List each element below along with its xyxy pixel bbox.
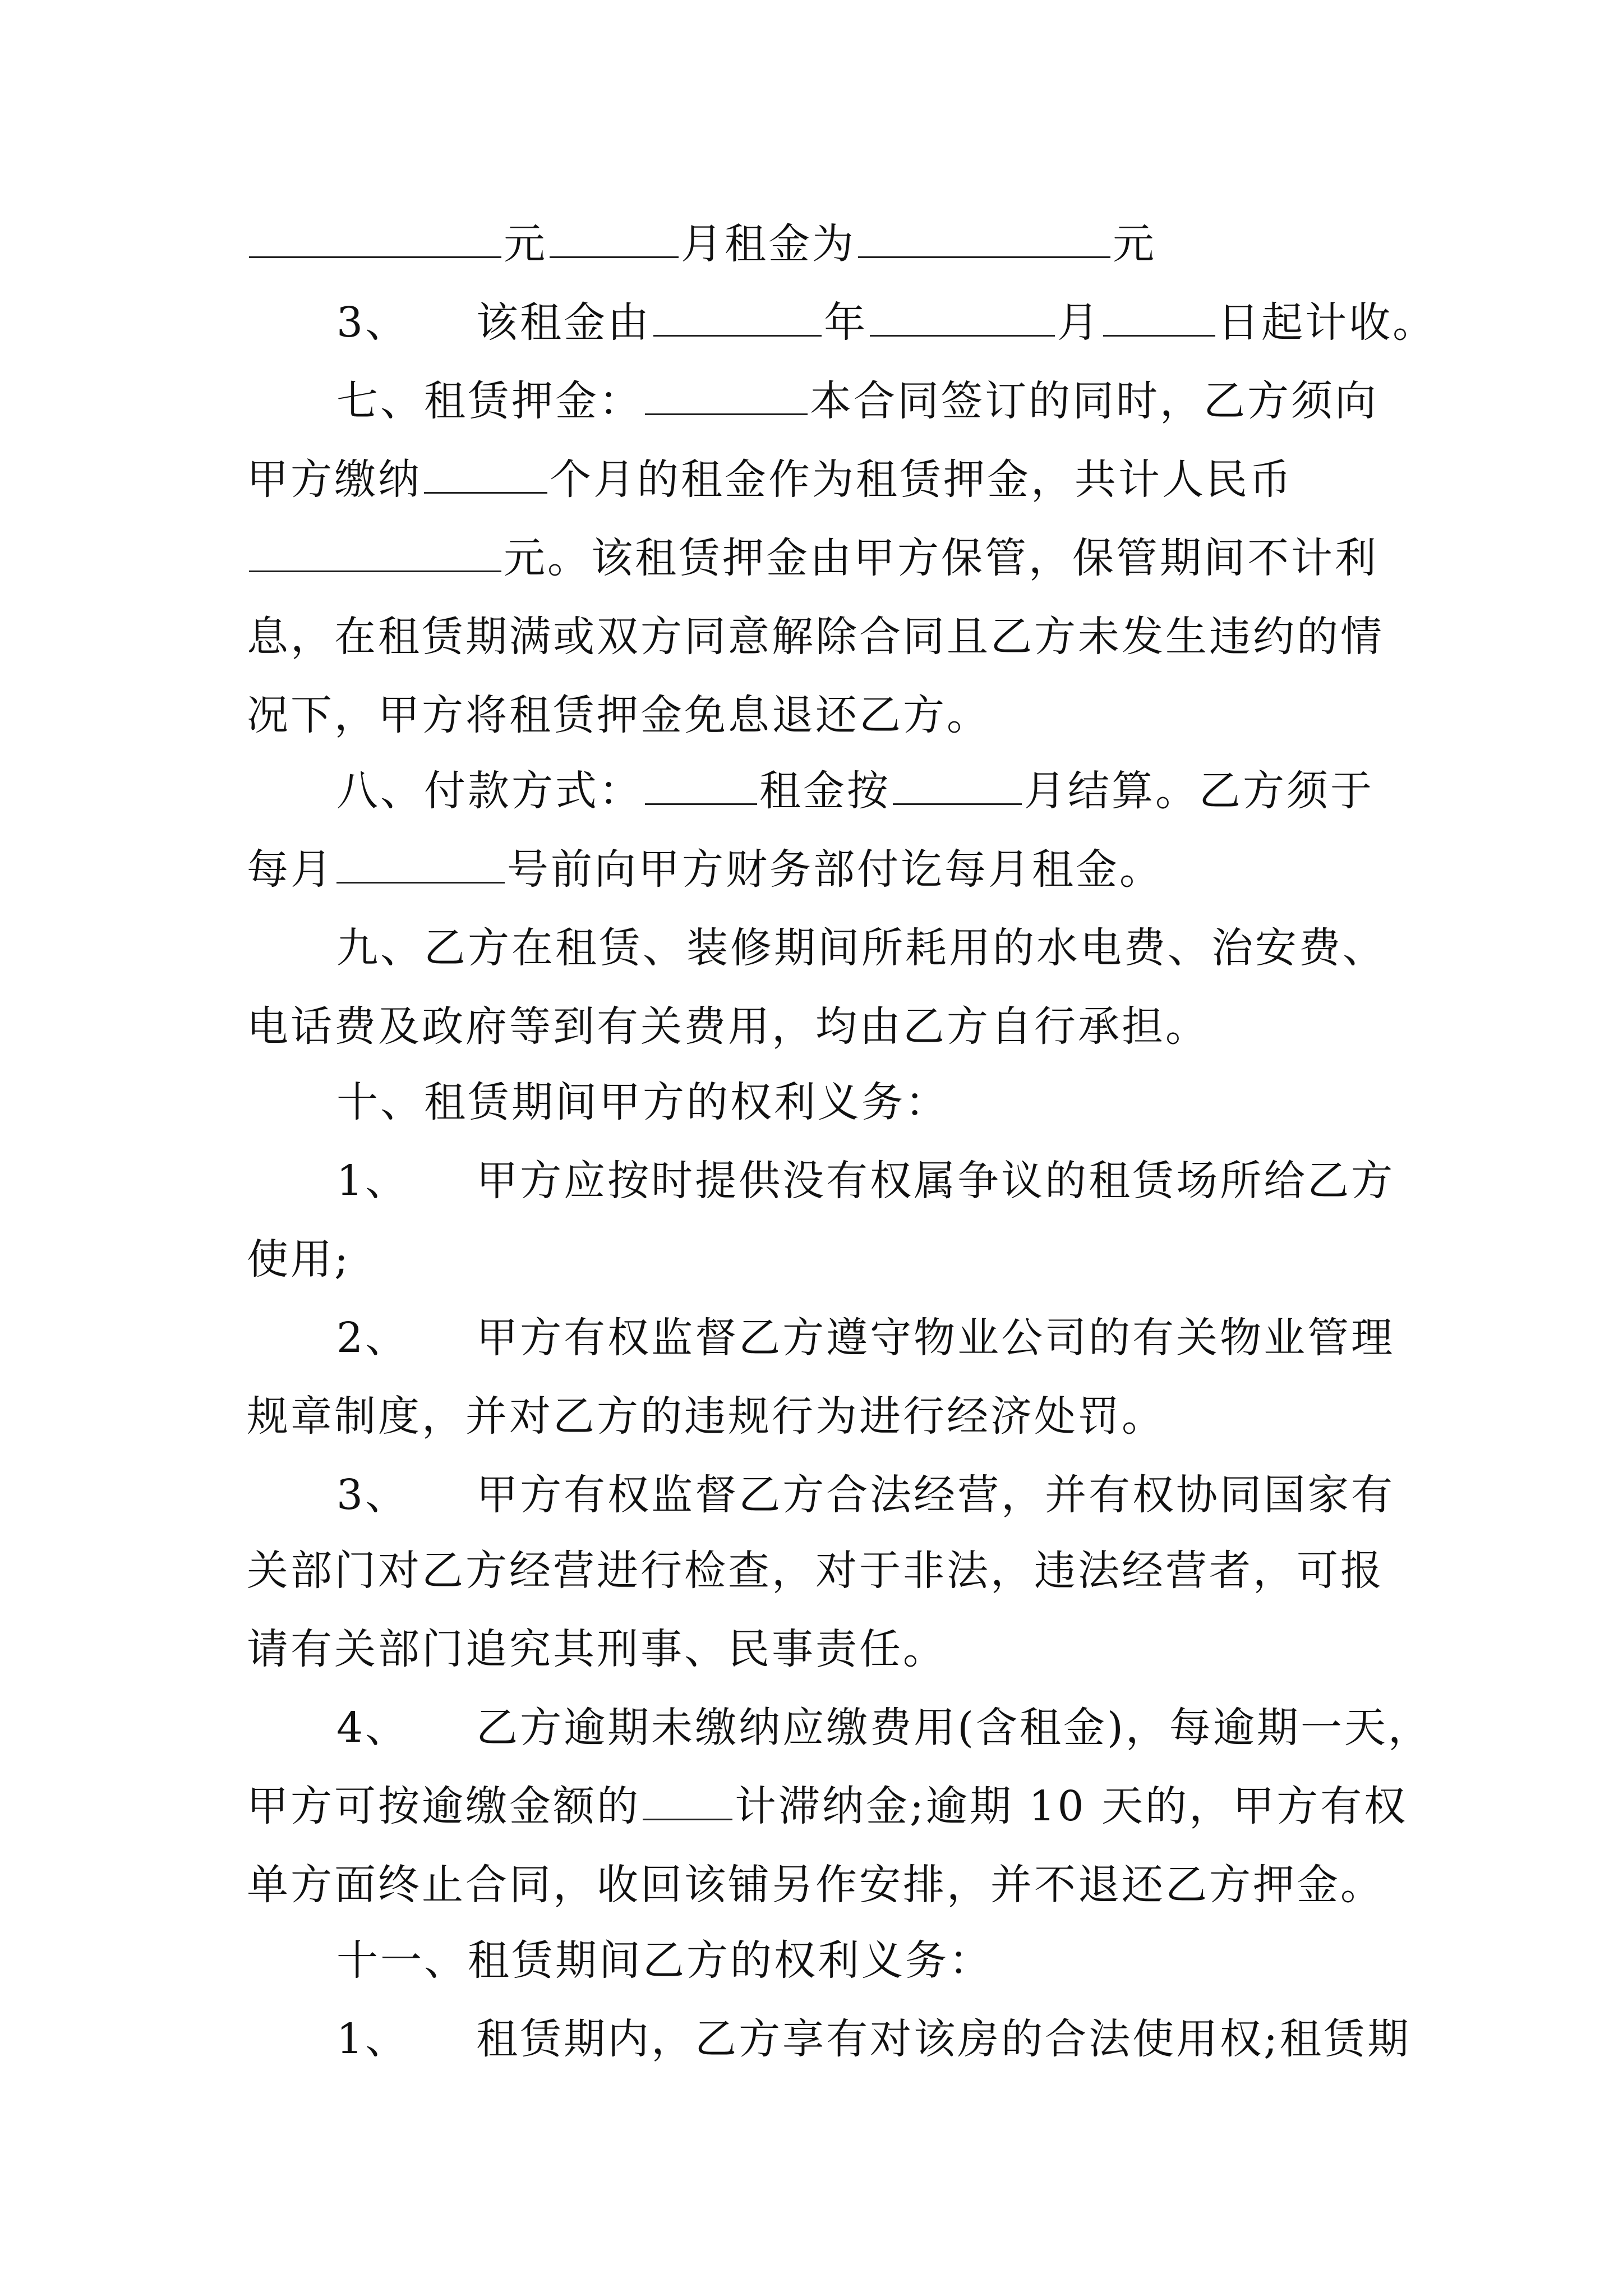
text-line (336, 1071, 949, 1133)
section-heading: 七、租赁押金： (336, 377, 643, 425)
section-heading: 十一、租赁期间乙方的权利义务： (336, 1936, 993, 1985)
text-line (336, 917, 1386, 979)
blank-field (645, 766, 757, 805)
text: 元 (1113, 220, 1156, 268)
text: 月结算。乙方须于 (1024, 767, 1374, 815)
item-number: 3、 (336, 1471, 409, 1519)
text-line (336, 2008, 1411, 2070)
item-number: 3、 (336, 298, 409, 347)
item-number: 2、 (336, 1314, 409, 1362)
text: 元 (504, 220, 547, 268)
text-line (247, 996, 1209, 1057)
text-line (247, 213, 1156, 275)
text-line (247, 1775, 1408, 1837)
text: 元。该租赁押金由甲方保管，保管期间不计利 (504, 534, 1378, 582)
item-number: 4、 (336, 1704, 409, 1752)
text-line (247, 839, 1163, 900)
blank-field (336, 845, 505, 884)
text-line (336, 1307, 1395, 1369)
text: 甲方应按时提供没有权属争议的租赁场所给乙方 (476, 1157, 1395, 1205)
text-line (336, 292, 1436, 353)
text-line (336, 1697, 1432, 1759)
text-line (336, 370, 1378, 432)
text-line (247, 684, 990, 746)
text-line (247, 606, 1384, 668)
text-line (247, 1386, 1165, 1447)
blank-field (249, 219, 501, 258)
text: 电话费及政府等到有关费用，均由乙方自行承担。 (247, 1002, 1209, 1051)
text: 该租金由 (476, 298, 652, 347)
text: 甲方缴纳 (247, 455, 422, 504)
text: 甲方有权监督乙方遵守物业公司的有关物业管理 (476, 1314, 1395, 1362)
text: 使用; (247, 1235, 351, 1283)
text: 年 (824, 298, 868, 347)
text: 乙方逾期未缴纳应缴费用(含租金)，每逾期一天， (476, 1704, 1432, 1752)
text: 甲方可按逾缴金额的 (247, 1782, 640, 1830)
blank-field (550, 219, 679, 258)
text: 单方面终止合同，收回该铺另作安排，并不退还乙方押金。 (247, 1861, 1384, 1909)
text-line (247, 1854, 1384, 1916)
blank-field (870, 298, 1055, 337)
section-heading: 十、租赁期间甲方的权利义务： (336, 1078, 949, 1126)
item-number: 1、 (336, 1157, 409, 1205)
text-line (336, 1930, 993, 1991)
text-line (247, 1618, 947, 1680)
text-line (336, 1464, 1395, 1526)
text: 租赁期内，乙方享有对该房的合法使用权;租赁期 (476, 2015, 1412, 2063)
text-line (247, 1540, 1384, 1602)
text: 况下，甲方将租赁押金免息退还乙方。 (247, 691, 990, 739)
blank-field (249, 533, 501, 572)
text: 月租金为 (681, 220, 856, 268)
section-heading: 八、付款方式： (336, 767, 643, 815)
text-line (336, 1150, 1395, 1212)
blank-field (893, 766, 1022, 805)
text-line (247, 527, 1378, 589)
text-line (247, 1228, 351, 1290)
blank-field (645, 376, 808, 415)
blank-field (424, 455, 547, 494)
blank-field (858, 219, 1110, 258)
section-heading: 九、乙方在租赁、装修期间所耗用的水电费、治安费、 (336, 924, 1386, 972)
text: 甲方有权监督乙方合法经营，并有权协同国家有 (476, 1471, 1395, 1519)
text-line (336, 760, 1374, 822)
text: 本合同签订的同时，乙方须向 (810, 377, 1378, 425)
text: 计滞纳金;逾期 10 天的，甲方有权 (735, 1782, 1408, 1830)
blank-field (653, 298, 822, 337)
text: 月 (1057, 298, 1101, 347)
text: 关部门对乙方经营进行检查，对于非法，违法经营者，可报 (247, 1547, 1384, 1595)
text: 个月的租金作为租赁押金，共计人民币 (550, 455, 1293, 504)
text: 号前向甲方财务部付讫每月租金。 (507, 845, 1163, 894)
text: 息，在租赁期满或双方同意解除合同且乙方未发生违约的情 (247, 613, 1384, 661)
blank-field (1103, 298, 1215, 337)
text: 请有关部门追究其刑事、民事责任。 (247, 1625, 947, 1673)
text-line (247, 449, 1293, 510)
text: 租金按 (759, 767, 891, 815)
text: 规章制度，并对乙方的违规行为进行经济处罚。 (247, 1392, 1165, 1441)
text: 每月 (247, 845, 334, 894)
text: 日起计收。 (1218, 298, 1437, 347)
blank-field (643, 1782, 732, 1820)
item-number: 1、 (336, 2015, 409, 2063)
